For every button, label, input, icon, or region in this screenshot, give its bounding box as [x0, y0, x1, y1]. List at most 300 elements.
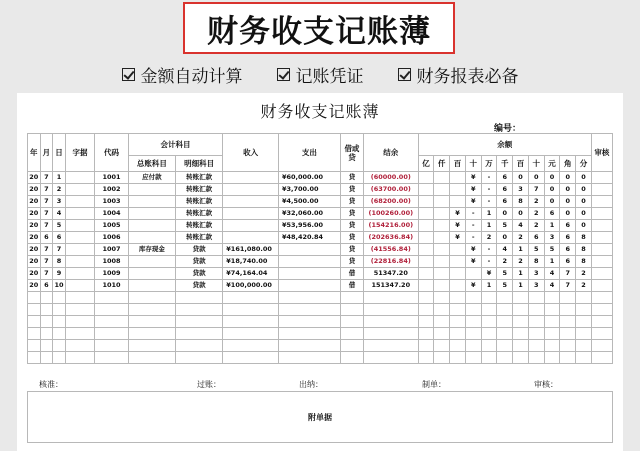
- cell-balance-digit: 1: [481, 280, 497, 292]
- header-subject: 会计科目: [128, 134, 223, 156]
- cell-balance-text: 151347.20: [363, 280, 418, 292]
- cell-detail-ledger: 贷款: [176, 244, 223, 256]
- header-digit: 分: [576, 156, 592, 172]
- cell-detail-ledger: 转账汇款: [176, 232, 223, 244]
- header-balance-text: 结余: [363, 134, 418, 172]
- empty-cell: [278, 316, 340, 328]
- cell-income: [223, 232, 279, 244]
- cell-voucher: [65, 256, 94, 268]
- empty-cell: [497, 316, 513, 328]
- cell-balance-digit: 2: [497, 256, 513, 268]
- cell-balance-text: (100260.00): [363, 208, 418, 220]
- empty-cell: [28, 304, 41, 316]
- ledger-table: [27, 133, 613, 364]
- empty-cell: [223, 304, 279, 316]
- cell-balance-digit: 1: [513, 244, 529, 256]
- cell-balance-digit: ¥: [450, 208, 466, 220]
- cell-balance-digit: 0: [544, 184, 560, 196]
- cell-debit-credit: 贷: [340, 184, 363, 196]
- header-expense: 支出: [278, 134, 340, 172]
- cell-balance-digit: [418, 232, 434, 244]
- cell-income: ¥18,740.00: [223, 256, 279, 268]
- cell-balance-digit: [418, 244, 434, 256]
- cell-year: 20: [28, 232, 41, 244]
- cell-balance-digit: [434, 232, 450, 244]
- cell-balance-digit: 4: [544, 280, 560, 292]
- cell-audit: [591, 220, 612, 232]
- table-row: [28, 208, 613, 220]
- cell-audit: [591, 256, 612, 268]
- cell-general-ledger: [128, 280, 175, 292]
- cell-income: [223, 220, 279, 232]
- empty-cell: [418, 340, 434, 352]
- cell-balance-digit: 5: [497, 268, 513, 280]
- cell-day: 2: [53, 184, 66, 196]
- cell-month: 7: [40, 208, 53, 220]
- cell-balance-digit: 2: [576, 268, 592, 280]
- cell-code: 1009: [95, 268, 129, 280]
- empty-cell: [465, 292, 481, 304]
- empty-cell: [95, 292, 129, 304]
- empty-cell: [481, 340, 497, 352]
- cell-year: 20: [28, 208, 41, 220]
- cell-balance-digit: [418, 256, 434, 268]
- empty-cell: [28, 340, 41, 352]
- cell-audit: [591, 172, 612, 184]
- cell-balance-digit: 0: [576, 220, 592, 232]
- cell-balance-digit: 0: [528, 172, 544, 184]
- cell-balance-digit: [434, 220, 450, 232]
- header-digit: 百: [450, 156, 466, 172]
- cell-balance-digit: [418, 208, 434, 220]
- cell-income: [223, 208, 279, 220]
- cell-balance-digit: 3: [544, 232, 560, 244]
- cell-balance-digit: -: [481, 244, 497, 256]
- empty-cell: [363, 304, 418, 316]
- empty-cell: [176, 340, 223, 352]
- empty-cell: [513, 316, 529, 328]
- feature-item: [122, 62, 243, 87]
- cell-balance-digit: 0: [513, 208, 529, 220]
- cell-debit-credit: 贷: [340, 208, 363, 220]
- empty-cell: [278, 328, 340, 340]
- empty-cell: [176, 316, 223, 328]
- cell-detail-ledger: 转账汇款: [176, 172, 223, 184]
- feature-item: [277, 62, 364, 87]
- table-row: [28, 196, 613, 208]
- cell-balance-digit: 0: [560, 172, 576, 184]
- empty-cell: [481, 352, 497, 364]
- cell-general-ledger: [128, 268, 175, 280]
- cell-balance-digit: 2: [576, 280, 592, 292]
- empty-cell: [128, 304, 175, 316]
- cell-income: [223, 196, 279, 208]
- empty-cell: [591, 352, 612, 364]
- cell-balance-digit: 6: [544, 208, 560, 220]
- feature-label: 财务报表必备: [416, 66, 519, 87]
- cell-balance-digit: [418, 172, 434, 184]
- cell-balance-digit: [434, 208, 450, 220]
- empty-cell: [95, 352, 129, 364]
- empty-cell: [450, 304, 466, 316]
- cell-balance-digit: -: [481, 196, 497, 208]
- cell-balance-digit: -: [465, 220, 481, 232]
- empty-row: [28, 292, 613, 304]
- empty-cell: [53, 292, 66, 304]
- attachment-box: [27, 391, 613, 443]
- empty-cell: [560, 316, 576, 328]
- cell-balance-digit: [434, 244, 450, 256]
- empty-cell: [418, 304, 434, 316]
- cell-balance-digit: 8: [576, 256, 592, 268]
- cell-balance-digit: ¥: [465, 172, 481, 184]
- cell-expense: ¥3,700.00: [278, 184, 340, 196]
- empty-cell: [340, 328, 363, 340]
- cell-code: 1004: [95, 208, 129, 220]
- empty-cell: [418, 352, 434, 364]
- empty-cell: [560, 340, 576, 352]
- empty-cell: [465, 340, 481, 352]
- empty-cell: [340, 304, 363, 316]
- empty-cell: [434, 316, 450, 328]
- empty-cell: [176, 304, 223, 316]
- empty-cell: [481, 316, 497, 328]
- cell-balance-digit: ¥: [465, 280, 481, 292]
- empty-cell: [544, 316, 560, 328]
- cell-voucher: [65, 232, 94, 244]
- empty-cell: [450, 340, 466, 352]
- empty-cell: [591, 316, 612, 328]
- cell-voucher: [65, 280, 94, 292]
- cell-balance-digit: ¥: [465, 196, 481, 208]
- empty-cell: [28, 328, 41, 340]
- empty-cell: [28, 292, 41, 304]
- empty-cell: [223, 328, 279, 340]
- cell-balance-digit: ¥: [465, 256, 481, 268]
- empty-row: [28, 340, 613, 352]
- cell-balance-digit: 8: [576, 232, 592, 244]
- cell-balance-digit: 6: [497, 196, 513, 208]
- empty-cell: [513, 328, 529, 340]
- empty-cell: [53, 340, 66, 352]
- empty-cell: [65, 340, 94, 352]
- empty-cell: [576, 328, 592, 340]
- empty-cell: [28, 316, 41, 328]
- cell-balance-digit: 1: [544, 220, 560, 232]
- table-row: [28, 172, 613, 184]
- empty-cell: [363, 316, 418, 328]
- cell-income: [223, 172, 279, 184]
- cell-balance-digit: 6: [497, 172, 513, 184]
- cell-balance-digit: 4: [513, 220, 529, 232]
- cell-balance-digit: 7: [528, 184, 544, 196]
- cell-balance-digit: 2: [528, 208, 544, 220]
- cell-debit-credit: 借: [340, 268, 363, 280]
- empty-cell: [278, 340, 340, 352]
- cell-day: 6: [53, 232, 66, 244]
- cell-balance-digit: -: [481, 256, 497, 268]
- empty-cell: [223, 316, 279, 328]
- cell-month: 7: [40, 172, 53, 184]
- empty-cell: [65, 316, 94, 328]
- empty-cell: [363, 352, 418, 364]
- banner-title: 财务收支记账薄: [183, 2, 455, 54]
- cell-balance-digit: 1: [513, 280, 529, 292]
- empty-cell: [278, 352, 340, 364]
- empty-cell: [560, 352, 576, 364]
- cell-balance-digit: 7: [560, 268, 576, 280]
- empty-cell: [465, 304, 481, 316]
- cell-day: 3: [53, 196, 66, 208]
- empty-cell: [434, 328, 450, 340]
- cell-balance-digit: 3: [513, 184, 529, 196]
- header-balance: 余额: [418, 134, 591, 156]
- cell-balance-digit: [434, 256, 450, 268]
- cell-balance-digit: 6: [560, 220, 576, 232]
- empty-cell: [340, 352, 363, 364]
- cell-balance-digit: [450, 256, 466, 268]
- cell-code: 1006: [95, 232, 129, 244]
- empty-cell: [560, 304, 576, 316]
- cell-balance-text: (68200.00): [363, 196, 418, 208]
- cell-month: 6: [40, 232, 53, 244]
- cell-debit-credit: 贷: [340, 172, 363, 184]
- empty-cell: [363, 328, 418, 340]
- cell-balance-digit: 5: [528, 244, 544, 256]
- footer-post-label: 过账：: [197, 380, 221, 389]
- empty-cell: [128, 292, 175, 304]
- cell-voucher: [65, 268, 94, 280]
- cell-balance-digit: 5: [544, 244, 560, 256]
- empty-cell: [560, 292, 576, 304]
- cell-balance-digit: 0: [544, 172, 560, 184]
- table-row: [28, 244, 613, 256]
- cell-detail-ledger: 转账汇款: [176, 184, 223, 196]
- empty-cell: [465, 352, 481, 364]
- empty-cell: [434, 292, 450, 304]
- cell-year: 20: [28, 220, 41, 232]
- empty-row: [28, 316, 613, 328]
- empty-cell: [528, 304, 544, 316]
- empty-cell: [418, 328, 434, 340]
- empty-cell: [450, 328, 466, 340]
- cell-audit: [591, 232, 612, 244]
- empty-cell: [128, 328, 175, 340]
- document-number-label: 编号：: [494, 124, 522, 134]
- cell-income: ¥74,164.04: [223, 268, 279, 280]
- cell-audit: [591, 208, 612, 220]
- ledger-sheet: [17, 93, 623, 451]
- cell-general-ledger: [128, 220, 175, 232]
- cell-month: 6: [40, 280, 53, 292]
- cell-balance-digit: [434, 280, 450, 292]
- cell-balance-digit: 0: [497, 232, 513, 244]
- empty-row: [28, 304, 613, 316]
- cell-voucher: [65, 244, 94, 256]
- empty-cell: [65, 328, 94, 340]
- cell-balance-digit: -: [481, 184, 497, 196]
- cell-balance-text: (41556.84): [363, 244, 418, 256]
- cell-year: 20: [28, 196, 41, 208]
- header-month: 月: [40, 134, 53, 172]
- cell-balance-digit: -: [465, 232, 481, 244]
- empty-row: [28, 328, 613, 340]
- header-voucher: 字据: [65, 134, 94, 172]
- empty-cell: [513, 340, 529, 352]
- table-row: [28, 220, 613, 232]
- cell-detail-ledger: 转账汇款: [176, 208, 223, 220]
- cell-balance-digit: [450, 244, 466, 256]
- cell-balance-digit: [418, 268, 434, 280]
- footer-check-label: 核准：: [39, 380, 63, 389]
- cell-balance-digit: 0: [560, 184, 576, 196]
- cell-expense: [278, 244, 340, 256]
- empty-cell: [528, 292, 544, 304]
- empty-cell: [576, 340, 592, 352]
- table-row: [28, 232, 613, 244]
- cell-balance-digit: ¥: [450, 232, 466, 244]
- cell-detail-ledger: 贷款: [176, 280, 223, 292]
- cell-year: 20: [28, 268, 41, 280]
- empty-cell: [560, 328, 576, 340]
- cell-balance-digit: 4: [544, 268, 560, 280]
- cell-balance-digit: 6: [528, 232, 544, 244]
- cell-general-ledger: 库存现金: [128, 244, 175, 256]
- cell-balance-digit: 0: [513, 172, 529, 184]
- cell-balance-digit: ¥: [465, 184, 481, 196]
- header-general-ledger: 总账科目: [128, 156, 175, 172]
- cell-expense: [278, 256, 340, 268]
- cell-year: 20: [28, 280, 41, 292]
- empty-cell: [465, 328, 481, 340]
- empty-cell: [450, 292, 466, 304]
- footer-preparer-label: 制单：: [422, 380, 446, 389]
- cell-balance-digit: [434, 196, 450, 208]
- empty-cell: [497, 340, 513, 352]
- cell-income: [223, 184, 279, 196]
- cell-code: 1001: [95, 172, 129, 184]
- attachment-label: 附单据: [308, 412, 332, 422]
- header-debit-credit: 借或贷: [340, 134, 363, 172]
- document-title: 财务收支记账薄: [260, 102, 380, 121]
- cell-code: 1007: [95, 244, 129, 256]
- cell-code: 1002: [95, 184, 129, 196]
- empty-cell: [497, 292, 513, 304]
- cell-year: 20: [28, 184, 41, 196]
- cell-balance-digit: -: [481, 172, 497, 184]
- cell-general-ledger: [128, 184, 175, 196]
- empty-cell: [481, 304, 497, 316]
- empty-cell: [481, 292, 497, 304]
- empty-cell: [128, 352, 175, 364]
- empty-cell: [40, 292, 53, 304]
- cell-balance-digit: 2: [481, 232, 497, 244]
- empty-cell: [497, 352, 513, 364]
- empty-cell: [28, 352, 41, 364]
- header-digit: 十: [465, 156, 481, 172]
- cell-balance-digit: 6: [560, 232, 576, 244]
- empty-cell: [223, 340, 279, 352]
- cell-balance-digit: 1: [481, 220, 497, 232]
- empty-cell: [576, 304, 592, 316]
- cell-voucher: [65, 172, 94, 184]
- footer-audit-label: 审核：: [534, 380, 558, 389]
- cell-balance-text: 51347.20: [363, 268, 418, 280]
- cell-balance-digit: 8: [576, 244, 592, 256]
- cell-debit-credit: 贷: [340, 244, 363, 256]
- cell-general-ledger: [128, 196, 175, 208]
- cell-balance-digit: 0: [576, 196, 592, 208]
- cell-code: 1003: [95, 196, 129, 208]
- cell-debit-credit: 贷: [340, 196, 363, 208]
- cell-balance-digit: 8: [528, 256, 544, 268]
- cell-detail-ledger: 转账汇款: [176, 196, 223, 208]
- empty-cell: [497, 328, 513, 340]
- cell-balance-digit: [465, 268, 481, 280]
- empty-cell: [591, 304, 612, 316]
- cell-expense: ¥53,956.00: [278, 220, 340, 232]
- feature-list: [0, 60, 640, 88]
- cell-balance-text: (202636.84): [363, 232, 418, 244]
- empty-cell: [363, 340, 418, 352]
- empty-cell: [53, 328, 66, 340]
- empty-cell: [95, 328, 129, 340]
- cell-balance-digit: 5: [497, 280, 513, 292]
- cell-day: 10: [53, 280, 66, 292]
- empty-cell: [278, 304, 340, 316]
- empty-cell: [497, 304, 513, 316]
- cell-detail-ledger: 转账汇款: [176, 220, 223, 232]
- empty-cell: [95, 304, 129, 316]
- cell-expense: ¥48,420.84: [278, 232, 340, 244]
- cell-balance-digit: 1: [481, 208, 497, 220]
- cell-balance-text: (22816.84): [363, 256, 418, 268]
- empty-cell: [513, 292, 529, 304]
- empty-cell: [128, 340, 175, 352]
- header-day: 日: [53, 134, 66, 172]
- signature-footer: [17, 379, 623, 391]
- header-digit: 元: [544, 156, 560, 172]
- footer-cashier-label: 出纳：: [299, 380, 323, 389]
- table-row: [28, 184, 613, 196]
- cell-balance-text: (154216.00): [363, 220, 418, 232]
- header-digit: 仟: [434, 156, 450, 172]
- cell-balance-digit: 0: [576, 208, 592, 220]
- empty-cell: [576, 316, 592, 328]
- header-digit: 千: [497, 156, 513, 172]
- cell-general-ledger: [128, 256, 175, 268]
- empty-cell: [591, 292, 612, 304]
- table-row: [28, 268, 613, 280]
- cell-expense: ¥32,060.00: [278, 208, 340, 220]
- empty-cell: [223, 352, 279, 364]
- cell-general-ledger: [128, 232, 175, 244]
- cell-day: 8: [53, 256, 66, 268]
- cell-balance-digit: 0: [560, 196, 576, 208]
- cell-debit-credit: 贷: [340, 256, 363, 268]
- cell-balance-digit: [434, 268, 450, 280]
- cell-balance-digit: ¥: [465, 244, 481, 256]
- empty-cell: [53, 352, 66, 364]
- cell-balance-digit: [450, 280, 466, 292]
- cell-balance-digit: 7: [560, 280, 576, 292]
- header-digit: 角: [560, 156, 576, 172]
- header-income: 收入: [223, 134, 279, 172]
- cell-day: 9: [53, 268, 66, 280]
- cell-audit: [591, 184, 612, 196]
- cell-balance-digit: 2: [528, 196, 544, 208]
- cell-balance-digit: [418, 184, 434, 196]
